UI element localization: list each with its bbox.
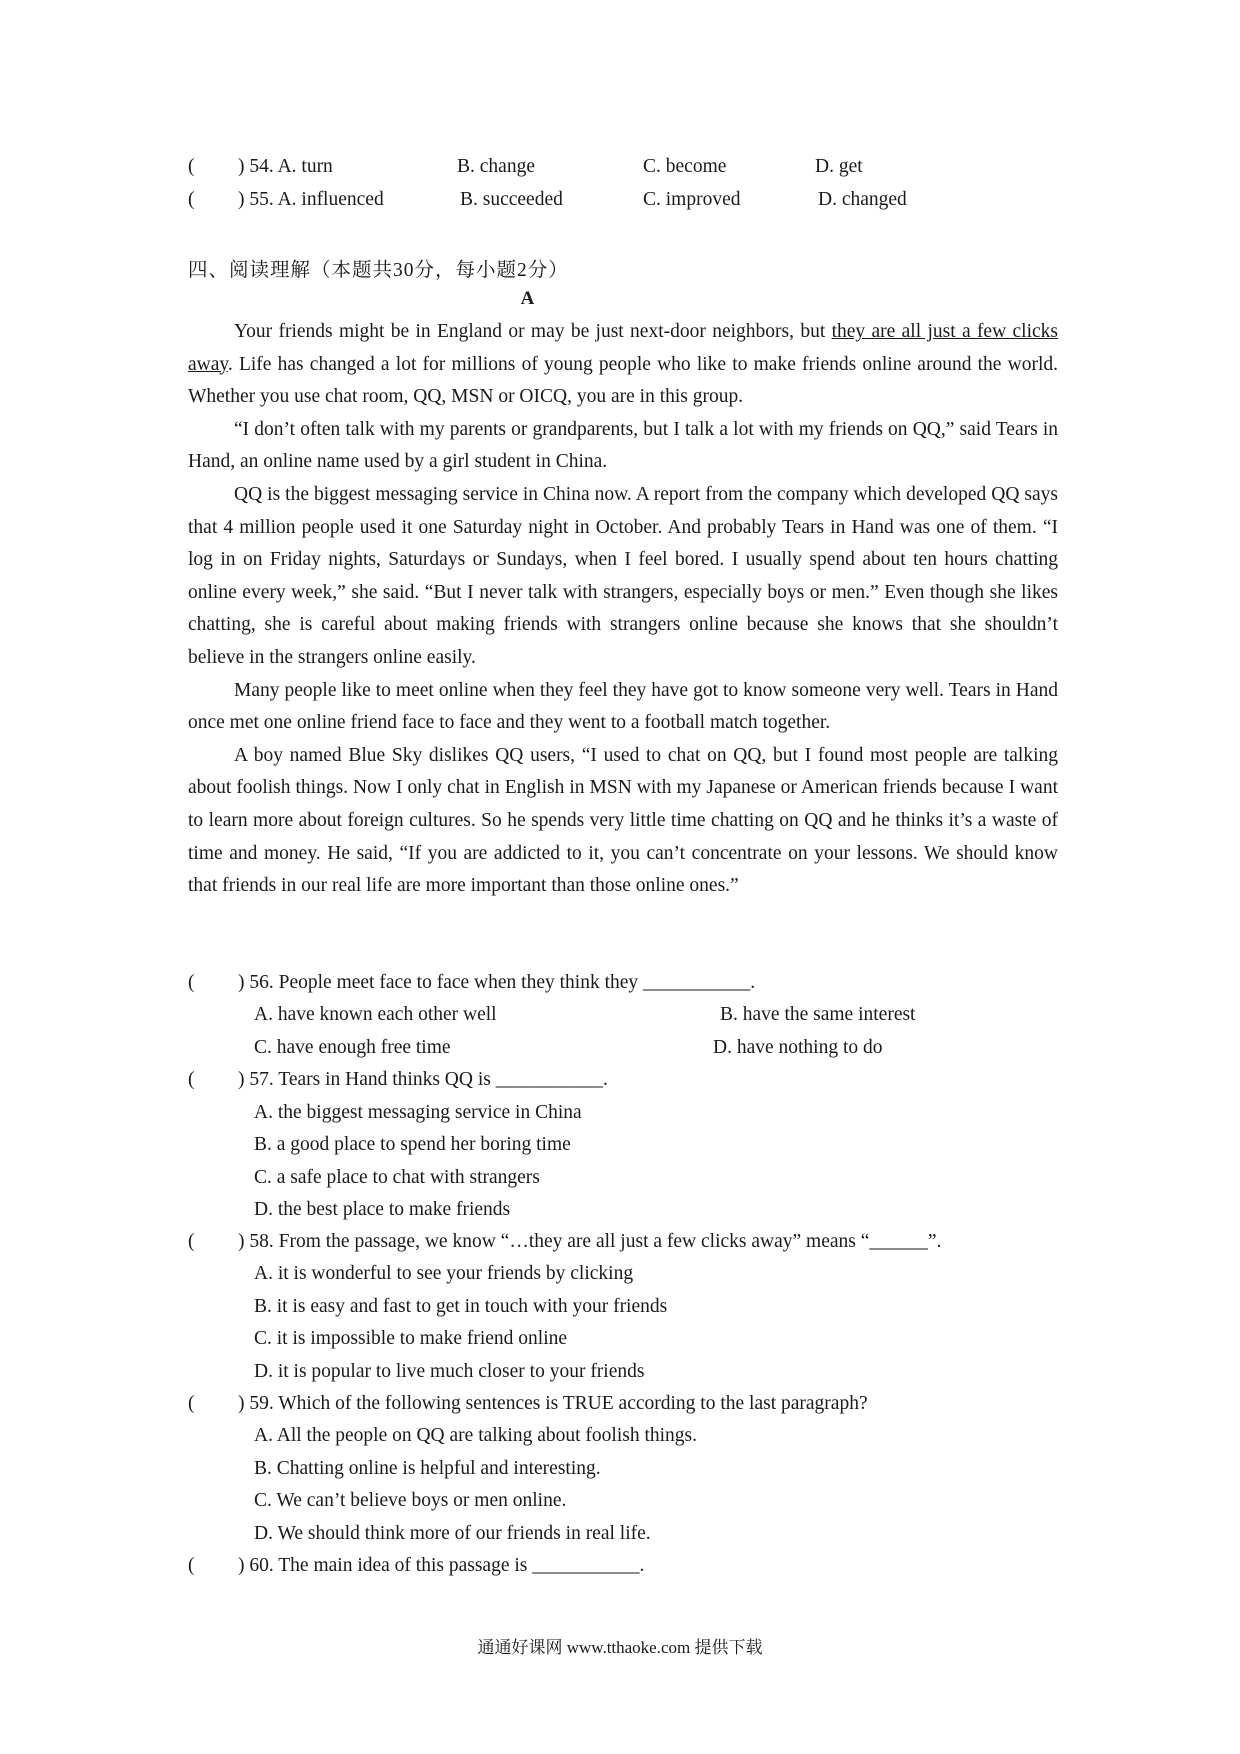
option-a: A. turn — [277, 156, 333, 177]
question-58-option-d: D. it is popular to live much closer to your friends — [254, 1361, 645, 1382]
question-56-option-a: A. have known each other well — [254, 1004, 497, 1025]
question-number: 54 — [249, 156, 269, 177]
question-60-stem: ) 60. The main idea of this passage is ___________. — [238, 1555, 645, 1576]
question-58-option-a: A. it is wonderful to see your friends by clicking — [254, 1263, 634, 1284]
question-56-stem: ) 56. People meet face to face when they think they ___________. — [238, 972, 756, 993]
question-57-stem: ) 57. Tears in Hand thinks QQ is ___________. — [238, 1069, 608, 1090]
option-c: C. improved — [643, 189, 741, 210]
answer-paren-59: ( — [188, 1393, 195, 1414]
question-59-stem: ) 59. Which of the following sentences is TRUE according to the last paragraph? — [238, 1393, 868, 1414]
question-number: 55 — [249, 189, 269, 210]
question-59-option-c: C. We can’t believe boys or men online. — [254, 1490, 567, 1511]
question-57-option-b: B. a good place to spend her boring time — [254, 1134, 571, 1155]
underlined-phrase: they are all just a few clicks away — [188, 321, 1058, 375]
answer-paren-60: ( — [188, 1555, 195, 1576]
page-footer: 通通好课网 www.tthaoke.com 提供下载 — [477, 1638, 763, 1657]
question-57-option-a: A. the biggest messaging service in China — [254, 1102, 582, 1123]
question-54: ) 54. A. turn — [238, 156, 333, 177]
question-57-option-d: D. the best place to make friends — [254, 1199, 511, 1220]
section-title: 四、阅读理解（本题共30分，每小题2分） — [188, 260, 569, 281]
passage-label: A — [520, 288, 535, 309]
answer-paren-54: ( — [188, 156, 195, 177]
answer-paren-55: ( — [188, 189, 195, 210]
option-d: D. changed — [818, 189, 907, 210]
answer-paren-58: ( — [188, 1231, 195, 1252]
paragraph-3: QQ is the biggest messaging service in China now. A report from the company which developed QQ says that 4 million people used it one Saturday night in October. And probably Tears in Hand was one of them. “I log in on Friday nights, Saturdays or Sundays, when I feel bored. I usually spend about ten hours chatting online every week,” she said. “But I never talk with strangers, especially boys or men.” Even though she likes chatting, she is careful about making friends with strangers online because she knows that she shouldn’t believe in the strangers online easily. — [188, 483, 1058, 668]
question-56-option-d: D. have nothing to do — [713, 1037, 883, 1058]
answer-paren-56: ( — [188, 972, 195, 993]
option-b: B. change — [457, 156, 535, 177]
question-58-stem: ) 58. From the passage, we know “…they are all just a few clicks away” means “______”. — [238, 1231, 942, 1252]
question-58-option-c: C. it is impossible to make friend online — [254, 1328, 568, 1349]
option-d: D. get — [815, 156, 863, 177]
question-56-option-b: B. have the same interest — [720, 1004, 916, 1025]
question-59-option-d: D. We should think more of our friends in real life. — [254, 1523, 651, 1544]
paragraph-1: Your friends might be in England or may be just next-door neighbors, but they are all just a few clicks away. Life has changed a lot for millions of young people who like to make friends online around the world. Whether you use chat room, QQ, MSN or OICQ, you are in this group. — [188, 321, 1058, 408]
reading-passage — [188, 316, 1058, 903]
question-59-option-b: B. Chatting online is helpful and interesting. — [254, 1458, 601, 1479]
option-a: A. influenced — [277, 189, 384, 210]
question-57-option-c: C. a safe place to chat with strangers — [254, 1167, 540, 1188]
paragraph-5: A boy named Blue Sky dislikes QQ users, “I used to chat on QQ, but I found most people are talking about foolish things. Now I only chat in English in MSN with my Japanese or American friends because I want to learn more about foreign cultures. So he spends very little time chatting on QQ and he thinks it’s a waste of time and money. He said, “If you are addicted to it, you can’t concentrate on your lessons. We should know that friends in our real life are more important than those online ones.” — [188, 744, 1058, 897]
option-c: C. become — [643, 156, 727, 177]
paragraph-2: “I don’t often talk with my parents or grandparents, but I talk a lot with my friends on QQ,” said Tears in Hand, an online name used by a girl student in China. — [188, 418, 1058, 473]
question-59-option-a: A. All the people on QQ are talking about foolish things. — [254, 1425, 698, 1446]
paragraph-4: Many people like to meet online when they feel they have got to know someone very well. Tears in Hand once met one online friend face to face and they went to a football match together. — [188, 679, 1058, 734]
question-56-option-c: C. have enough free time — [254, 1037, 451, 1058]
answer-paren-57: ( — [188, 1069, 195, 1090]
option-b: B. succeeded — [460, 189, 563, 210]
question-55: ) 55. A. influenced — [238, 189, 384, 210]
question-58-option-b: B. it is easy and fast to get in touch with your friends — [254, 1296, 668, 1317]
